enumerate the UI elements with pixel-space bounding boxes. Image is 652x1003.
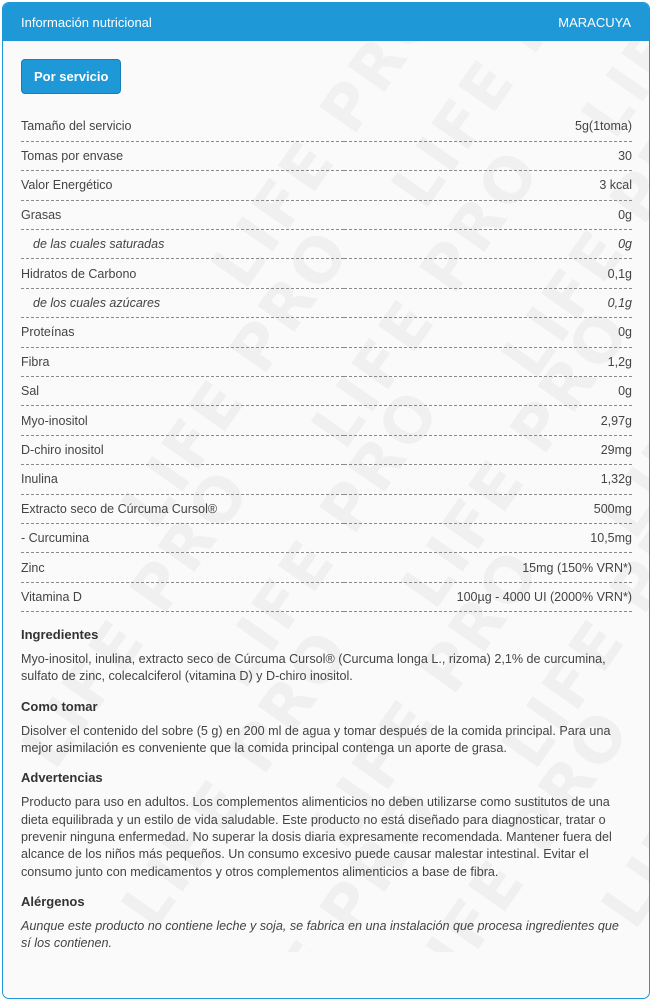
nutrient-name: de los cuales azúcares: [33, 296, 161, 311]
nutrient-name: Extracto seco de Cúrcuma Cursol®: [21, 501, 218, 516]
nutrition-row: [21, 288, 632, 317]
nutrition-row: [21, 200, 632, 229]
how-to-section: [21, 699, 632, 758]
nutrient-value: 10,5mg: [590, 531, 632, 546]
card-header: [3, 3, 649, 41]
nutrient-value: 0,1g: [607, 266, 632, 281]
nutrient-value: 15mg (150% VRN*): [522, 560, 632, 575]
nutrient-value: 30: [618, 149, 632, 164]
nutrition-row: [21, 553, 632, 582]
nutrient-name: Tomas por envase: [21, 149, 124, 164]
nutrient-value: 500mg: [593, 501, 632, 516]
nutrition-row: [21, 582, 632, 611]
nutrient-name: Sal: [21, 384, 40, 399]
allergens-text: Aunque este producto no contiene leche y soja, se fabrica en una instalación que procesa ingredientes que sí los contienen.: [21, 918, 619, 951]
nutrient-value: 0,1g: [607, 296, 632, 311]
warnings-text: Producto para uso en adultos. Los complementos alimenticios no deben utilizarse como sustitutos de una dieta equilibrada y un estilo de vida saludable. Este producto no está diseñado para diagnosticar, tratar o prevenir ninguna enfermedad. No superar la dosis diaria expresamente recomendada. Mantener fuera del alcance de los niños más pequeños. Un consumo excesivo puede causar malestar intestinal. Evitar el consumo junto con medicamentos y otros complementos alimenticios a base de fibra.: [21, 795, 612, 879]
nutrition-table: [21, 112, 632, 612]
nutrient-name: D-chiro inositol: [21, 442, 104, 457]
nutrient-name: Myo-inositol: [21, 413, 88, 428]
how-to-title: Como tomar: [21, 698, 98, 714]
ingredients-title: Ingredientes: [21, 627, 99, 643]
nutrient-value: 0g: [618, 237, 632, 252]
nutrient-value: 1,32g: [600, 472, 632, 487]
nutrient-value: 0g: [618, 207, 632, 222]
nutrient-value: 3 kcal: [599, 178, 632, 193]
nutrition-row: [21, 494, 632, 523]
nutrition-row: [21, 347, 632, 376]
allergens-section: [21, 894, 632, 953]
card-title: Información nutricional: [21, 14, 152, 30]
nutrition-row: [21, 259, 632, 288]
nutrient-name: Fibra: [21, 354, 50, 369]
nutrient-name: Zinc: [21, 560, 45, 575]
nutrition-row: [21, 523, 632, 552]
card-body: [3, 41, 649, 952]
nutrient-name: de las cuales saturadas: [33, 237, 165, 252]
nutrition-row: [21, 435, 632, 464]
nutrient-name: Proteínas: [21, 325, 75, 340]
nutrient-name: Vitamina D: [21, 589, 82, 604]
nutrition-row: [21, 112, 632, 141]
ingredients-section: [21, 627, 632, 686]
nutrition-row: [21, 141, 632, 170]
nutrition-row: [21, 406, 632, 435]
nutrition-row: [21, 230, 632, 259]
nutrition-row: [21, 377, 632, 406]
nutrient-name: Hidratos de Carbono: [21, 266, 137, 281]
nutrition-row: [21, 465, 632, 494]
warnings-title: Advertencias: [21, 770, 103, 786]
nutrient-value: 0g: [618, 325, 632, 340]
per-serving-tab[interactable]: Por servicio: [21, 59, 121, 94]
nutrient-name: - Curcumina: [21, 531, 90, 546]
nutrition-row: [21, 318, 632, 347]
nutrient-name: Grasas: [21, 207, 62, 222]
nutrition-card: [2, 2, 650, 999]
warnings-section: [21, 770, 632, 880]
allergens-title: Alérgenos: [21, 893, 85, 909]
flavor-label: MARACUYA: [558, 14, 631, 30]
nutrient-name: Tamaño del servicio: [21, 119, 132, 134]
nutrient-value: 1,2g: [607, 354, 632, 369]
nutrient-value: 29mg: [600, 442, 632, 457]
nutrient-name: Valor Energético: [21, 178, 113, 193]
how-to-text: Disolver el contenido del sobre (5 g) en 200 ml de agua y tomar después de la comida principal. Para una mejor asimilación es conveniente que la comida principal contenga un aporte de grasa.: [21, 723, 611, 756]
nutrient-name: Inulina: [21, 472, 58, 487]
nutrient-value: 5g(1toma): [575, 119, 632, 134]
nutrition-row: [21, 171, 632, 200]
nutrient-value: 0g: [618, 384, 632, 399]
nutrient-value: 100µg - 4000 UI (2000% VRN*): [456, 589, 632, 604]
nutrient-value: 2,97g: [600, 413, 632, 428]
ingredients-text: Myo-inositol, inulina, extracto seco de Cúrcuma Cursol® (Curcuma longa L., rizoma) 2,1% de curcumina, sulfato de zinc, colecalciferol (vitamina D) y D-chiro inositol.: [21, 652, 606, 684]
